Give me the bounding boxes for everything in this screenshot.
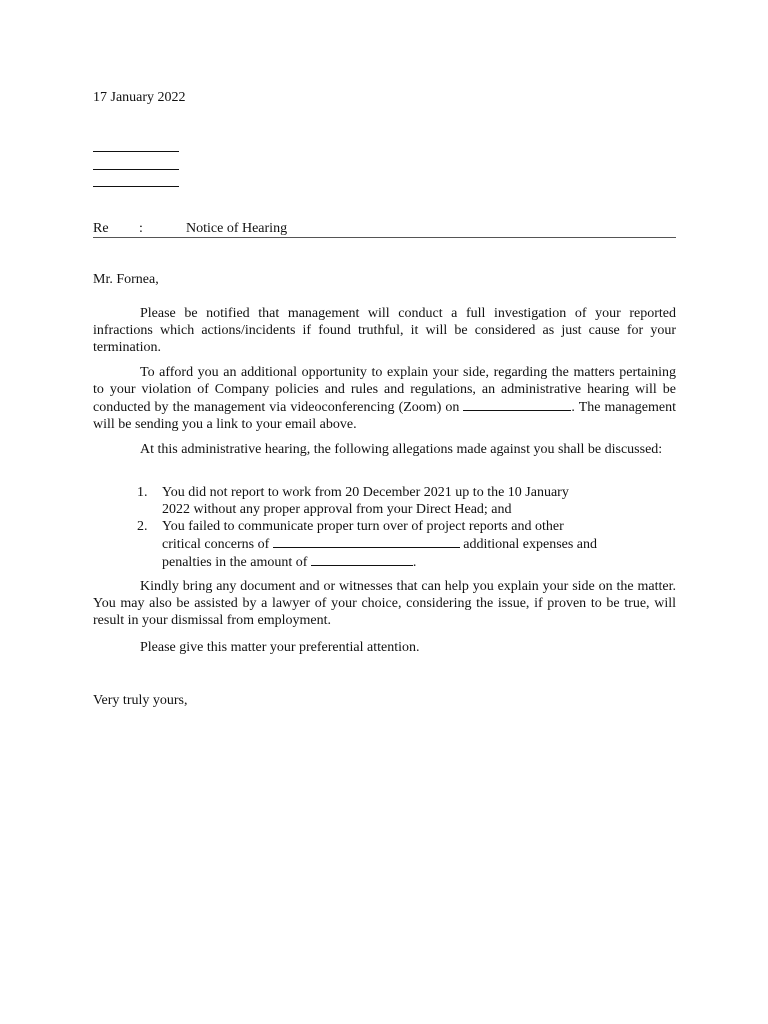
paragraph-attention: Please give this matter your preferential attention. bbox=[140, 640, 420, 655]
penalty-amount-blank bbox=[311, 553, 413, 566]
re-subject: Notice of Hearing bbox=[186, 221, 288, 236]
allegation-2-line-3-start: penalties in the amount of bbox=[162, 555, 308, 570]
allegations-list bbox=[137, 484, 637, 571]
subject-divider bbox=[93, 237, 676, 238]
paragraph-hearing bbox=[93, 364, 676, 433]
closing: Very truly yours, bbox=[93, 693, 188, 708]
concerns-blank bbox=[273, 535, 460, 548]
allegation-2-line-1: You failed to communicate proper turn over of project reports and other bbox=[162, 519, 564, 534]
allegation-2-line-2-start: critical concerns of bbox=[162, 537, 270, 552]
subject-line bbox=[93, 220, 676, 237]
allegation-2-line-3 bbox=[162, 553, 637, 571]
allegation-number: 1. bbox=[137, 485, 148, 500]
allegation-item-2 bbox=[137, 518, 637, 571]
recipient-blank-line-2 bbox=[93, 169, 179, 170]
recipient-blank-line-1 bbox=[93, 151, 179, 152]
re-label: Re bbox=[93, 221, 109, 236]
recipient-blank-line-3 bbox=[93, 186, 179, 187]
paragraph-hearing-tail: . The management will be sending you a link to your email above. bbox=[93, 400, 677, 432]
paragraph-witnesses: Kindly bring any document and or witnesses that can help you explain your side on the matter. You may also be assisted by a lawyer of your choice, considering the issue, if proven to be true, will result in your dismissal from employment. bbox=[93, 579, 676, 628]
allegation-item-1 bbox=[137, 484, 637, 518]
allegation-number: 2. bbox=[137, 519, 148, 534]
letter-date: 17 January 2022 bbox=[93, 90, 186, 105]
allegation-2-line-2 bbox=[162, 535, 637, 553]
allegation-1-line-2: 2022 without any proper approval from your Direct Head; and bbox=[162, 502, 512, 517]
paragraph-allegations-intro: At this administrative hearing, the following allegations made against you shall be discussed: bbox=[140, 442, 663, 457]
paragraph-notice: Please be notified that management will conduct a full investigation of your reported infractions which actions/incidents if found truthful, it will be considered as just cause for your termination. bbox=[93, 306, 676, 355]
allegation-1-line-1: You did not report to work from 20 December 2021 up to the 10 January bbox=[162, 485, 569, 500]
paragraph-hearing-text: To afford you an additional opportunity to explain your side, regarding the matters pertaining to your violation of Company policies and rules and regulations, an administrative hearing will be conducted by the management via videoconferencing (Zoom) on bbox=[93, 365, 676, 415]
allegation-2-line-3-end: . bbox=[412, 555, 417, 570]
salutation: Mr. Fornea, bbox=[93, 272, 159, 287]
allegation-2-line-2-end: additional expenses and bbox=[463, 537, 598, 552]
hearing-date-blank bbox=[463, 398, 571, 411]
re-colon: : bbox=[139, 221, 143, 236]
